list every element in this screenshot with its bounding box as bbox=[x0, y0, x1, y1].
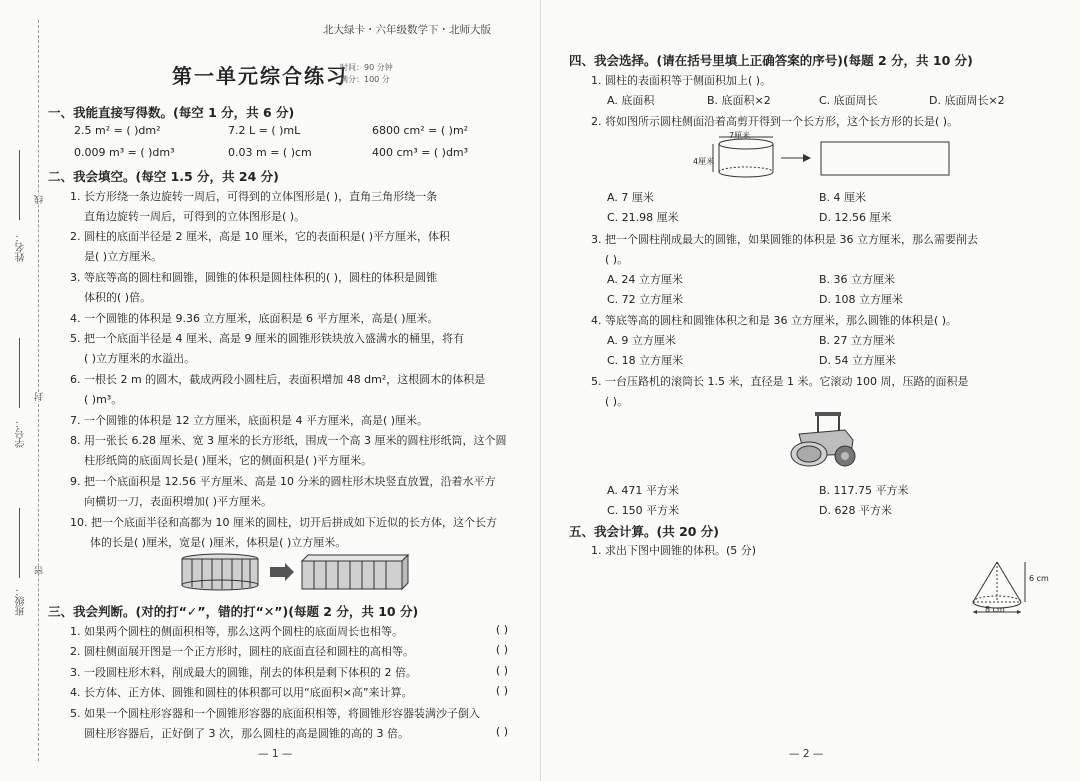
choice-option[interactable]: C. 21.98 厘米 bbox=[607, 211, 679, 224]
section-4-title: 四、我会选择。(请在括号里填上正确答案的序号)(每题 2 分，共 10 分) bbox=[569, 53, 973, 68]
binding-line bbox=[38, 20, 39, 761]
choice-option[interactable]: A. 471 平方米 bbox=[607, 484, 679, 497]
choice-question: 1. 圆柱的表面积等于侧面积加上( )。 bbox=[591, 74, 772, 87]
judge-paren[interactable]: ( ) bbox=[495, 684, 508, 697]
sec2-line: 直角边旋转一周后，可得到的立体图形是( )。 bbox=[84, 210, 306, 223]
sec2-line: 4. 一个圆锥的体积是 9.36 立方厘米，底面积是 6 平方厘米，高是( )厘米。 bbox=[70, 312, 439, 325]
choice-option[interactable]: B. 底面积×2 bbox=[707, 94, 771, 107]
choice-option[interactable]: C. 150 平方米 bbox=[607, 504, 680, 517]
binding-mark-mi: 密 bbox=[35, 566, 45, 575]
sec2-line: 体的长是( )厘米，宽是( )厘米，体积是( )立方厘米。 bbox=[90, 536, 347, 549]
page-number-1: — 1 — bbox=[258, 748, 293, 760]
page-number-2: — 2 — bbox=[789, 748, 824, 760]
full-score: 满分：100 分 bbox=[340, 75, 390, 84]
choice-question: 5. 一台压路机的滚筒长 1.5 米，直径是 1 米。它滚动 100 周，压路的面积是 bbox=[591, 375, 969, 388]
section-5-title: 五、我会计算。(共 20 分) bbox=[569, 524, 720, 539]
sec2-line: ( )m³。 bbox=[84, 393, 123, 406]
judge-item: 圆柱形容器后，正好倒了 3 次，那么圆柱的高是圆锥的高的 3 倍。 bbox=[84, 727, 409, 740]
choice-option[interactable]: D. 54 立方厘米 bbox=[819, 354, 896, 367]
judge-item: 1. 如果两个圆柱的侧面积相等，那么这两个圆柱的底面周长也相等。 bbox=[70, 625, 403, 638]
sec2-line: 8. 用一张长 6.28 厘米、宽 3 厘米的长方形纸，围成一个高 3 厘米的圆柱形纸筒，这个圆 bbox=[70, 434, 507, 447]
time-limit: 时间：90 分钟 bbox=[340, 63, 393, 72]
choice-option[interactable]: B. 117.75 平方米 bbox=[819, 484, 909, 497]
sec1-item: 0.009 m³ = ( )dm³ bbox=[74, 146, 175, 159]
sec1-item: 6800 cm² = ( )m² bbox=[372, 124, 469, 137]
sec2-line: 体积的( )倍。 bbox=[84, 291, 152, 304]
cone-height-label: 6 cm bbox=[1029, 574, 1049, 583]
class-label: 班级： bbox=[16, 586, 27, 616]
choice-option[interactable]: A. 24 立方厘米 bbox=[607, 273, 683, 286]
page-title: 第一单元综合练习 bbox=[172, 64, 348, 88]
sec2-line: 2. 圆柱的底面半径是 2 厘米，高是 10 厘米，它的表面积是( )平方厘米，体积 bbox=[70, 230, 451, 243]
judge-item: 3. 一段圆柱形木料，削成最大的圆锥，削去的体积是剩下体积的 2 倍。 bbox=[70, 666, 417, 679]
choice-option[interactable]: B. 4 厘米 bbox=[819, 191, 867, 204]
choice-option[interactable]: A. 底面积 bbox=[607, 94, 655, 107]
choice-option[interactable]: D. 底面周长×2 bbox=[929, 94, 1005, 107]
judge-paren[interactable]: ( ) bbox=[495, 664, 508, 677]
name-underline bbox=[19, 150, 20, 220]
section-2-title: 二、我会填空。(每空 1.5 分，共 24 分) bbox=[48, 169, 279, 184]
cone-figure bbox=[969, 558, 1053, 620]
choice-option[interactable]: D. 628 平方米 bbox=[819, 504, 892, 517]
judge-item: 5. 如果一个圆柱形容器和一个圆锥形容器的底面积相等，将圆锥形容器装满沙子倒入 bbox=[70, 707, 480, 720]
sec2-line: ( )立方厘米的水溢出。 bbox=[84, 352, 196, 365]
sec1-item: 0.03 m = ( )cm bbox=[228, 146, 312, 159]
class-underline bbox=[19, 508, 20, 578]
judge-paren[interactable]: ( ) bbox=[495, 623, 508, 636]
sec2-line: 7. 一个圆锥的体积是 12 立方厘米，底面积是 4 平方厘米，高是( )厘米。 bbox=[70, 414, 429, 427]
book-header: 北大绿卡・六年级数学下・北师大版 bbox=[323, 24, 491, 36]
cylinder-to-cuboid-figure bbox=[180, 553, 420, 593]
choice-option[interactable]: C. 72 立方厘米 bbox=[607, 293, 684, 306]
binding-mark-feng: 封 bbox=[35, 392, 45, 401]
choice-question: 2. 将如图所示圆柱侧面沿着高剪开得到一个长方形，这个长方形的长是( )。 bbox=[591, 115, 959, 128]
choice-question: ( )。 bbox=[605, 253, 629, 266]
sec2-line: 柱形纸筒的底面周长是( )厘米，它的侧面积是( )平方厘米。 bbox=[84, 454, 373, 467]
fig-left-label: 4厘米 bbox=[693, 157, 715, 166]
section-1-title: 一、我能直接写得数。(每空 1 分，共 6 分) bbox=[48, 105, 295, 120]
choice-question: ( )。 bbox=[605, 395, 629, 408]
calc-question: 1. 求出下图中圆锥的体积。(5 分) bbox=[591, 544, 757, 557]
choice-option[interactable]: A. 9 立方厘米 bbox=[607, 334, 676, 347]
cone-diameter-label: 8 cm bbox=[985, 605, 1005, 614]
sec2-line: 5. 把一个底面半径是 4 厘米、高是 9 厘米的圆锥形铁块放入盛满水的桶里，将有 bbox=[70, 332, 464, 345]
judge-paren[interactable]: ( ) bbox=[495, 643, 508, 656]
sec2-line: 6. 一根长 2 m 的圆木，截成两段小圆柱后，表面积增加 48 dm²，这根圆木的体积是 bbox=[70, 373, 486, 386]
sec2-line: 10. 把一个底面半径和高都为 10 厘米的圆柱，切开后拼成如下近似的长方体，这个长方 bbox=[70, 516, 497, 529]
judge-item: 4. 长方体、正方体、圆锥和圆柱的体积都可以用“底面积×高”来计算。 bbox=[70, 686, 413, 699]
choice-option[interactable]: D. 108 立方厘米 bbox=[819, 293, 903, 306]
sec1-item: 400 cm³ = ( )dm³ bbox=[372, 146, 469, 159]
choice-option[interactable]: A. 7 厘米 bbox=[607, 191, 654, 204]
binding-mark-xian: 线 bbox=[35, 195, 45, 204]
sec2-line: 3. 等底等高的圆柱和圆锥，圆锥的体积是圆柱体积的( )，圆柱的体积是圆锥 bbox=[70, 271, 438, 284]
choice-question: 4. 等底等高的圆柱和圆锥体积之和是 36 立方厘米，那么圆锥的体积是( )。 bbox=[591, 314, 958, 327]
choice-option[interactable]: B. 36 立方厘米 bbox=[819, 273, 896, 286]
student-id-underline bbox=[19, 338, 20, 408]
choice-option[interactable]: D. 12.56 厘米 bbox=[819, 211, 892, 224]
sec1-item: 2.5 m² = ( )dm² bbox=[74, 124, 161, 137]
sec1-item: 7.2 L = ( )mL bbox=[228, 124, 301, 137]
choice-option[interactable]: B. 27 立方厘米 bbox=[819, 334, 896, 347]
fig-top-label: 7厘米 bbox=[729, 131, 751, 140]
judge-paren[interactable]: ( ) bbox=[495, 725, 508, 738]
choice-question: 3. 把一个圆柱削成最大的圆锥，如果圆锥的体积是 36 立方厘米，那么需要削去 bbox=[591, 233, 978, 246]
student-id-label: 学号： bbox=[16, 418, 27, 448]
road-roller-image bbox=[785, 410, 861, 470]
judge-item: 2. 圆柱侧面展开图是一个正方形时，圆柱的底面直径和圆柱的高相等。 bbox=[70, 645, 414, 658]
section-3-title: 三、我会判断。(对的打“✓”，错的打“✕”)(每题 2 分，共 10 分) bbox=[48, 604, 419, 619]
choice-option[interactable]: C. 18 立方厘米 bbox=[607, 354, 684, 367]
sec2-line: 向横切一刀，表面积增加( )平方厘米。 bbox=[84, 495, 273, 508]
sec2-line: 1. 长方形绕一条边旋转一周后，可得到的立体图形是( )，直角三角形绕一条 bbox=[70, 190, 438, 203]
sec2-line: 9. 把一个底面积是 12.56 平方厘米、高是 10 分米的圆柱形木块竖直放置，沿着水平方 bbox=[70, 475, 496, 488]
name-label: 姓名： bbox=[16, 232, 27, 262]
sec2-line: 是( )立方厘米。 bbox=[84, 250, 163, 263]
choice-option[interactable]: C. 底面周长 bbox=[819, 94, 878, 107]
